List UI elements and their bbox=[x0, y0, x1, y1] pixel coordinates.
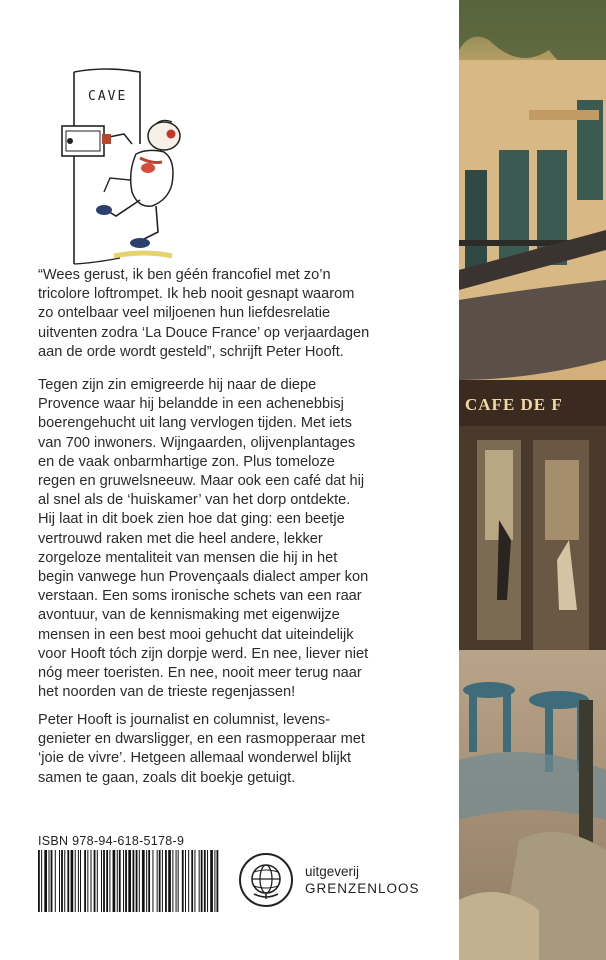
barcode-bar bbox=[162, 850, 163, 912]
cafe-painting bbox=[459, 0, 606, 960]
barcode-bar bbox=[172, 850, 173, 912]
barcode-bar bbox=[176, 850, 177, 912]
barcode-bar bbox=[123, 850, 124, 912]
barcode-bar bbox=[139, 850, 140, 912]
barcode-bar bbox=[59, 850, 60, 912]
barcode-bar bbox=[178, 850, 179, 912]
publisher-line-1: uitgeverij bbox=[305, 864, 360, 879]
barcode-bar bbox=[97, 850, 98, 912]
barcode-bar bbox=[80, 850, 81, 912]
barcode-bar bbox=[91, 850, 92, 912]
barcode-bar bbox=[148, 850, 150, 912]
barcode-bar bbox=[165, 850, 167, 912]
barcode-bar bbox=[182, 850, 184, 912]
barcode-bar bbox=[136, 850, 138, 912]
barcode-bar bbox=[94, 850, 96, 912]
barcode-bar bbox=[67, 850, 69, 912]
cartoon-illustration bbox=[44, 60, 214, 270]
barcode-bar bbox=[119, 850, 121, 912]
barcode-bar bbox=[84, 850, 86, 912]
barcode-bar bbox=[75, 850, 76, 912]
barcode-bar bbox=[142, 850, 145, 912]
publisher-name bbox=[305, 864, 420, 897]
character-head bbox=[148, 122, 180, 150]
cave-sign: CAVE bbox=[88, 89, 128, 104]
barcode-bar bbox=[117, 850, 118, 912]
barcode-bar bbox=[152, 850, 153, 912]
isbn-label: ISBN 978-94-618-5178-9 bbox=[38, 834, 185, 848]
barcode-bar bbox=[128, 850, 131, 912]
barcode bbox=[36, 850, 222, 912]
barcode-bar bbox=[133, 850, 135, 912]
barcode-bar bbox=[103, 850, 105, 912]
barcode-bar bbox=[199, 850, 200, 912]
barcode-bar bbox=[109, 850, 110, 912]
barcode-bar bbox=[204, 850, 206, 912]
barcode-bar bbox=[188, 850, 189, 912]
barcode-bar bbox=[71, 850, 74, 912]
barcode-bar bbox=[61, 850, 63, 912]
blurb-paragraph-author: Peter Hooft is journalist en columnist, levens- genieter en dwarsligger, en een rasmopperaar met ‘joie de vivre’. Hetgeen allemaal wonderwel blijkt samen te gaan, zoals dit boekje getuigt. bbox=[38, 712, 365, 786]
barcode-bar bbox=[38, 850, 40, 912]
barcode-bar bbox=[185, 850, 186, 912]
cafe-sign: CAFE DE F bbox=[465, 395, 563, 414]
barcode-bar bbox=[101, 850, 102, 912]
barcode-bar bbox=[41, 850, 42, 912]
barcode-bar bbox=[217, 850, 219, 912]
barcode-bar bbox=[159, 850, 161, 912]
barcode-bar bbox=[44, 850, 47, 912]
barcode-bar bbox=[55, 850, 56, 912]
barcode-bar bbox=[113, 850, 116, 912]
barcode-bar bbox=[49, 850, 50, 912]
barcode-bar bbox=[207, 850, 208, 912]
barcode-bar bbox=[87, 850, 88, 912]
barcode-bar bbox=[214, 850, 215, 912]
barcode-bar bbox=[51, 850, 53, 912]
barcode-bar bbox=[201, 850, 203, 912]
barcode-bar bbox=[191, 850, 193, 912]
barcode-bar bbox=[78, 850, 79, 912]
barcode-bar bbox=[194, 850, 195, 912]
globe-icon bbox=[236, 850, 296, 910]
barcode-bar bbox=[64, 850, 65, 912]
barcode-bar bbox=[146, 850, 147, 912]
barcode-bar bbox=[157, 850, 158, 912]
publisher-line-2: GRENZENLOOS bbox=[305, 881, 420, 896]
barcode-bar bbox=[125, 850, 127, 912]
barcode-bar bbox=[106, 850, 108, 912]
blurb-paragraph-story: Tegen zijn zin emigreerde hij naar de diepe Provence waar hij belandde in een achenebbisj boerengehucht uit lang vervlogen tijden. Met iets van 700 inwoners. Wijngaarden, olijvenplantages en de vaak onbarmhartige zon. Plus tomeloze regen en gruwelsneeuw. Maar ook een café dat hij al snel als de ‘huiskamer’ van het dorp ontdekte. Hij laat in dit boek zien hoe dat ging: een beetje vertrouwd raken met die heel andere, lekker zorgeloze mentaliteit van mensen die hij in het begin vanwege hun Provençaals dialect amper kon verstaan. Een soms ironische schets van een raar avontuur, van de kennismaking met eigenwijze mensen in een best mooi gehucht dat uiteindelijk voor Hooft tóch zijn dorpje werd. En nee, liever niet nóg meer toeristen. En nee, nooit meer terug naar het noorden van de trieste regenjassen! bbox=[38, 377, 369, 701]
blurb-paragraph-quote: “Wees gerust, ik ben géén francofiel met zo’n tricolore loftrompet. Ik heb nooit gesnapt waarom zo ontelbaar veel miljoenen hun liefdesrelatie uitventen zodra ‘La Douce France’ op verjaardagen aan de orde wordt gesteld”, schrijft Peter Hooft. bbox=[38, 267, 370, 360]
barcode-bar bbox=[210, 850, 213, 912]
barcode-bar bbox=[168, 850, 171, 912]
